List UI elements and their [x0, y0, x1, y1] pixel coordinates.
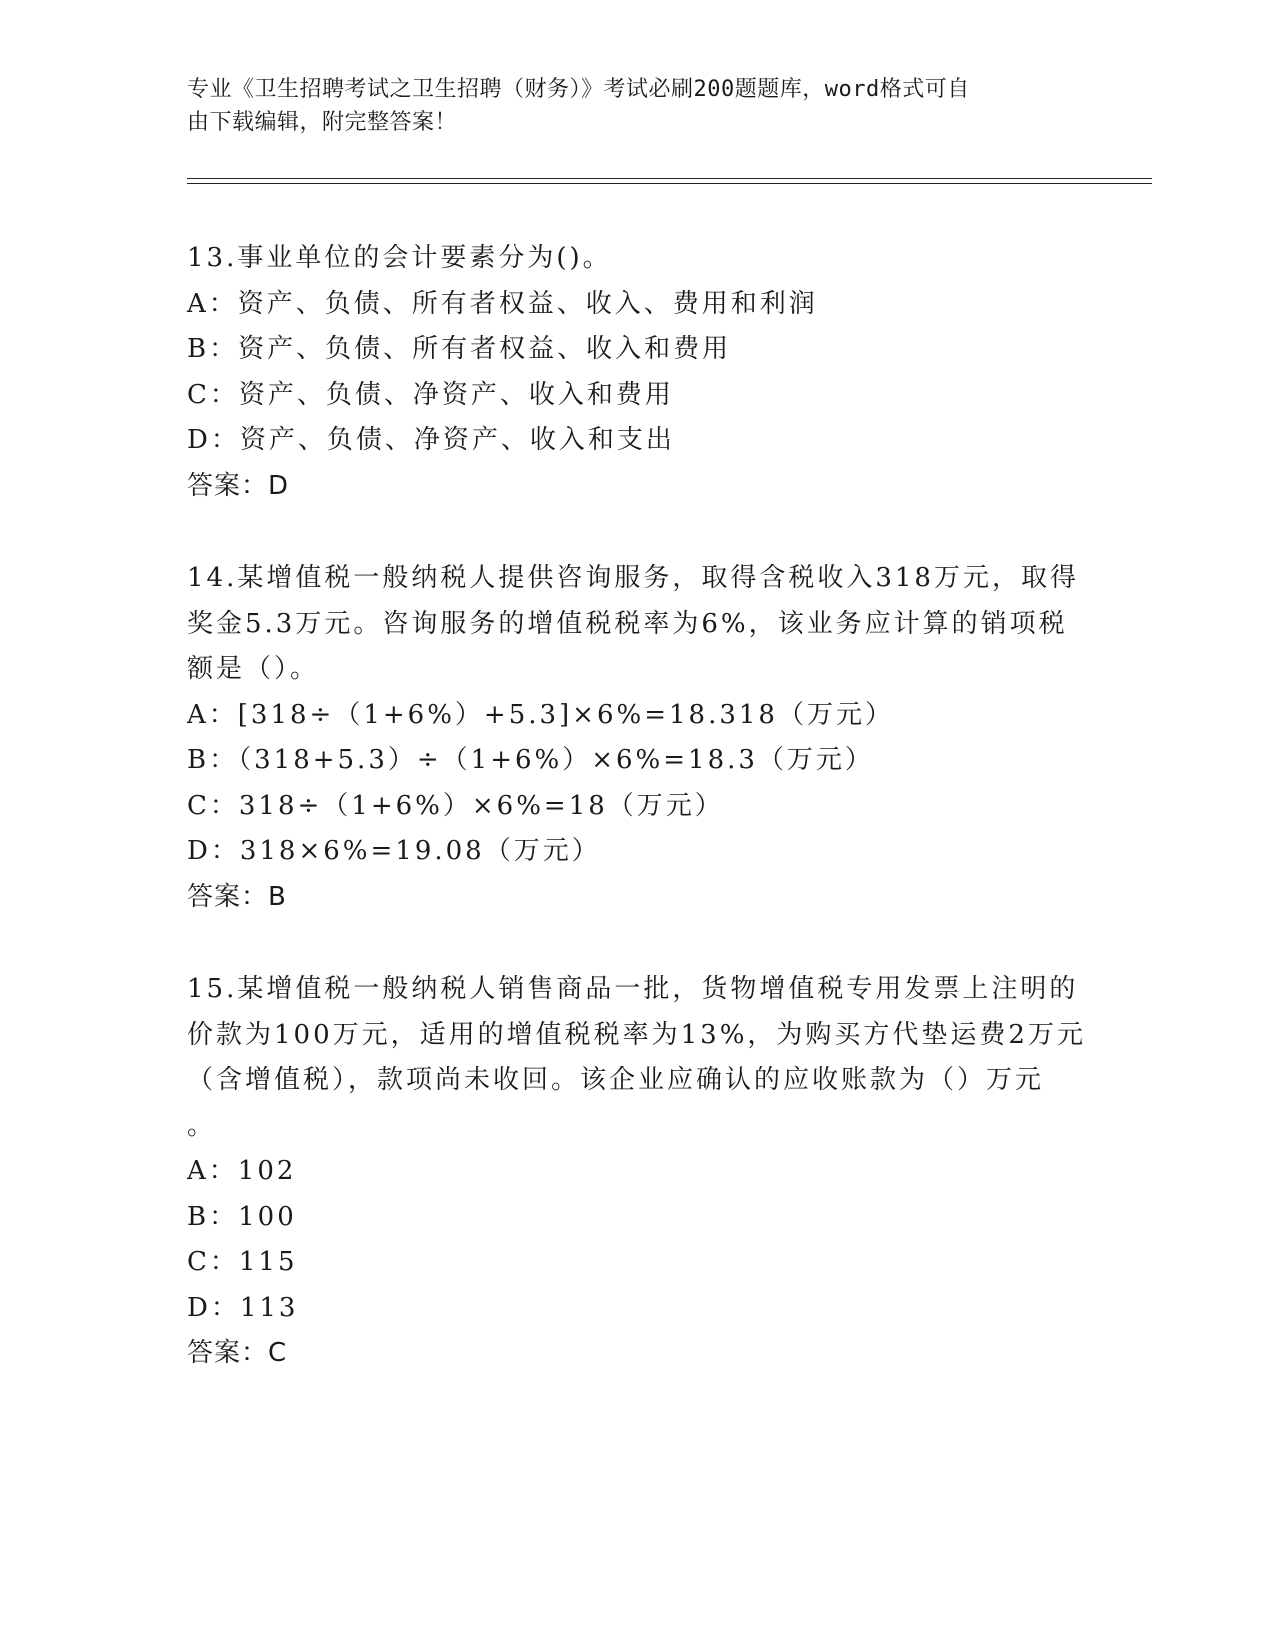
- question-stem-line-1: 14.某增值税一般纳税人提供咨询服务，取得含税收入318万元，取得: [187, 563, 1079, 593]
- option-c: C：资产、负债、净资产、收入和费用: [187, 379, 674, 410]
- question-stem-line-3: 额是（）。: [187, 654, 320, 684]
- question-13: [187, 236, 1087, 509]
- header-divider-bottom: [187, 183, 1152, 184]
- option-c: C：115: [187, 1247, 298, 1277]
- question-stem: 13.事业单位的会计要素分为()。: [187, 243, 612, 273]
- option-c: C：318÷（1+6%）×6%=18（万元）: [187, 790, 724, 821]
- option-a: A：[318÷（1+6%）+5.3]×6%=18.318（万元）: [187, 699, 894, 730]
- option-a: A：102: [187, 1156, 297, 1186]
- answer-label: 答案：D: [187, 470, 290, 501]
- question-stem-line-2: 奖金5.3万元。咨询服务的增值税税率为6%，该业务应计算的销项税: [187, 608, 1068, 639]
- question-15: [187, 967, 1087, 1376]
- header-divider-top: [187, 178, 1152, 179]
- question-stem-line-2: 价款为100万元，适用的增值税税率为13%，为购买方代垫运费2万元: [187, 1019, 1086, 1050]
- header-line-2: 由下载编辑，附完整答案！: [187, 110, 458, 135]
- option-d: D：资产、负债、净资产、收入和支出: [187, 425, 675, 455]
- option-a: A：资产、负债、所有者权益、收入、费用和利润: [187, 288, 818, 319]
- option-b: B：资产、负债、所有者权益、收入和费用: [187, 334, 732, 364]
- option-b: B：100: [187, 1201, 297, 1232]
- option-d: D：113: [187, 1292, 299, 1323]
- header-line-1: 专业《卫生招聘考试之卫生招聘（财务）》考试必刷200题题库，word格式可自: [187, 77, 970, 102]
- option-d: D：318×6%=19.08（万元）: [187, 836, 601, 866]
- document-header: [187, 73, 1067, 139]
- answer-label: 答案：B: [187, 881, 287, 912]
- question-stem-line-4: 。: [187, 1110, 217, 1141]
- answer-label: 答案：C: [187, 1338, 288, 1368]
- question-stem-line-3: （含增值税），款项尚未收回。该企业应确认的应收账款为（）万元: [187, 1065, 1045, 1095]
- question-stem-line-1: 15.某增值税一般纳税人销售商品一批，货物增值税专用发票上注明的: [187, 974, 1079, 1004]
- option-b: B：（318+5.3）÷（1+6%）×6%=18.3（万元）: [187, 745, 874, 775]
- question-14: [187, 556, 1087, 920]
